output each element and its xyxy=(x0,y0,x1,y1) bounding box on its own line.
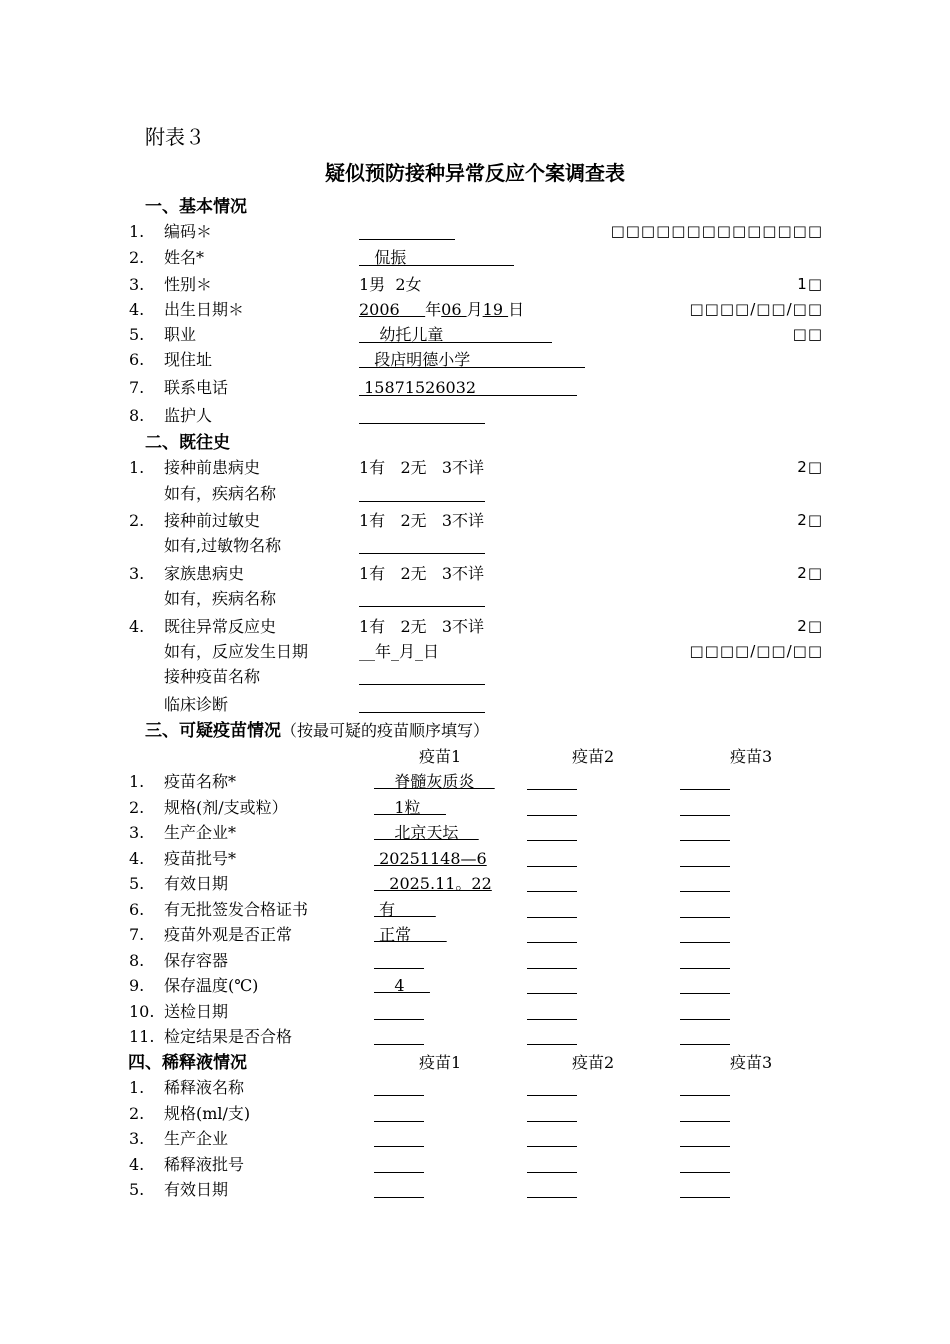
vaccine-2-blank[interactable] xyxy=(527,942,577,943)
fill-in-underline[interactable] xyxy=(359,712,485,713)
row-number: 3. xyxy=(129,564,145,583)
vaccine-2-blank[interactable] xyxy=(527,789,577,790)
row-number: 6. xyxy=(129,900,145,919)
row-number: 4. xyxy=(129,300,145,319)
vaccine-1-blank[interactable] xyxy=(374,968,424,969)
row-number: 8. xyxy=(129,406,145,425)
diluent-2-blank[interactable] xyxy=(527,1172,577,1173)
vaccine-1-value[interactable]: 脊髓灰质炎 xyxy=(374,772,495,791)
diluent-3-blank[interactable] xyxy=(680,1172,730,1173)
field-label: 疫苗批号* xyxy=(164,849,237,868)
field-value[interactable]: __年_月_日 xyxy=(359,642,440,661)
field-value[interactable]: 1有 2无 3不详 xyxy=(359,564,485,583)
section-heading-history: 二、既往史 xyxy=(145,433,230,453)
field-label: 生产企业* xyxy=(164,823,237,842)
row-number: 9. xyxy=(129,976,145,995)
field-value[interactable]: 1有 2无 3不详 xyxy=(359,458,485,477)
diluent-3-blank[interactable] xyxy=(680,1146,730,1147)
row-number: 3. xyxy=(129,1129,145,1148)
field-label: 稀释液名称 xyxy=(164,1078,245,1097)
code-boxes: 2□ xyxy=(797,564,823,582)
section-heading-basic: 一、基本情况 xyxy=(145,197,247,217)
row-number: 6. xyxy=(129,350,145,369)
field-value[interactable]: 侃振 xyxy=(359,248,407,267)
section-heading-vaccine-text: 三、可疑疫苗情况 xyxy=(145,721,281,741)
diluent-2-blank[interactable] xyxy=(527,1121,577,1122)
field-label: 保存温度(℃) xyxy=(164,976,259,995)
year-unit: 年 xyxy=(425,300,442,319)
fill-in-underline xyxy=(359,265,514,266)
vaccine-2-blank[interactable] xyxy=(527,1044,577,1045)
vaccine-3-blank[interactable] xyxy=(680,840,730,841)
birth-date-value[interactable] xyxy=(359,302,524,318)
vaccine-2-blank[interactable] xyxy=(527,840,577,841)
fill-in-underline[interactable] xyxy=(359,553,485,554)
field-value[interactable]: 幼托儿童 xyxy=(359,325,444,344)
diluent-1-blank[interactable] xyxy=(374,1121,424,1122)
row-number: 4. xyxy=(129,617,145,636)
vaccine-col-header-1: 疫苗1 xyxy=(419,747,462,766)
fill-in-underline[interactable] xyxy=(359,606,485,607)
fill-in-underline[interactable] xyxy=(359,684,485,685)
diluent-col-header-1: 疫苗1 xyxy=(419,1053,462,1072)
row-number: 2. xyxy=(129,1104,145,1123)
diluent-1-blank[interactable] xyxy=(374,1197,424,1198)
field-label: 如有,过敏物名称 xyxy=(164,536,282,555)
row-number: 2. xyxy=(129,798,145,817)
code-boxes: 2□ xyxy=(797,617,823,635)
row-number: 11. xyxy=(129,1027,155,1046)
vaccine-1-value[interactable]: 4 xyxy=(374,976,430,995)
field-label: 职业 xyxy=(164,325,197,344)
vaccine-2-blank[interactable] xyxy=(527,917,577,918)
birth-month: 06 xyxy=(441,300,462,319)
vaccine-3-blank[interactable] xyxy=(680,789,730,790)
field-label: 姓名* xyxy=(164,248,205,267)
diluent-1-blank[interactable] xyxy=(374,1146,424,1147)
code-boxes: □□□□□□□□□□□□□□ xyxy=(610,222,823,240)
year-pad xyxy=(400,300,425,319)
vaccine-1-blank[interactable] xyxy=(374,1019,424,1020)
vaccine-3-blank[interactable] xyxy=(680,917,730,918)
field-label: 既往异常反应史 xyxy=(164,617,277,636)
field-label: 有无批签发合格证书 xyxy=(164,900,309,919)
field-label: 如有，疾病名称 xyxy=(164,484,277,503)
field-label: 送检日期 xyxy=(164,1002,229,1021)
vaccine-3-blank[interactable] xyxy=(680,968,730,969)
field-label: 规格(剂/支或粒） xyxy=(164,798,288,817)
field-label: 疫苗外观是否正常 xyxy=(164,925,293,944)
field-label: 生产企业 xyxy=(164,1129,229,1148)
document-title: 疑似预防接种异常反应个案调查表 xyxy=(325,161,625,185)
field-label: 有效日期 xyxy=(164,874,229,893)
code-boxes: □□□□/□□/□□ xyxy=(689,642,823,660)
vaccine-2-blank[interactable] xyxy=(527,993,577,994)
fill-in-underline xyxy=(359,239,455,240)
appendix-label: 附表３ xyxy=(145,125,205,149)
vaccine-2-blank[interactable] xyxy=(527,1019,577,1020)
field-label: 出生日期＊ xyxy=(164,300,245,319)
field-value[interactable]: 1男 2女 xyxy=(359,275,422,294)
diluent-col-header-3: 疫苗3 xyxy=(730,1053,773,1072)
vaccine-1-value[interactable]: 20251148—6 xyxy=(374,849,487,868)
row-number: 3. xyxy=(129,823,145,842)
field-label: 现住址 xyxy=(164,350,213,369)
field-value[interactable]: 1有 2无 3不详 xyxy=(359,617,485,636)
vaccine-3-blank[interactable] xyxy=(680,942,730,943)
diluent-3-blank[interactable] xyxy=(680,1121,730,1122)
vaccine-2-blank[interactable] xyxy=(527,968,577,969)
diluent-3-blank[interactable] xyxy=(680,1095,730,1096)
diluent-2-blank[interactable] xyxy=(527,1095,577,1096)
vaccine-1-value[interactable]: 1粒 xyxy=(374,798,446,817)
vaccine-1-blank[interactable] xyxy=(374,1044,424,1045)
vaccine-3-blank[interactable] xyxy=(680,1019,730,1020)
section-heading-vaccine xyxy=(145,723,489,740)
row-number: 2. xyxy=(129,511,145,530)
field-label: 稀释液批号 xyxy=(164,1155,245,1174)
row-number: 8. xyxy=(129,951,145,970)
vaccine-1-value[interactable]: 2025.11。22 xyxy=(374,874,492,893)
row-number: 1. xyxy=(129,222,145,241)
vaccine-col-header-3: 疫苗3 xyxy=(730,747,773,766)
vaccine-1-value[interactable]: 正常 xyxy=(374,925,447,944)
field-value[interactable]: 段店明德小学 xyxy=(359,350,471,369)
diluent-1-blank[interactable] xyxy=(374,1095,424,1096)
fill-in-underline xyxy=(359,423,485,424)
field-label: 接种前患病史 xyxy=(164,458,261,477)
vaccine-3-blank[interactable] xyxy=(680,1044,730,1045)
fill-in-underline xyxy=(359,342,552,343)
vaccine-2-blank[interactable] xyxy=(527,866,577,867)
row-number: 5. xyxy=(129,874,145,893)
row-number: 1. xyxy=(129,1078,145,1097)
row-number: 4. xyxy=(129,849,145,868)
diluent-3-blank[interactable] xyxy=(680,1197,730,1198)
fill-in-underline[interactable] xyxy=(359,501,485,502)
field-label: 保存容器 xyxy=(164,951,229,970)
row-number: 2. xyxy=(129,248,145,267)
field-label: 联系电话 xyxy=(164,378,229,397)
diluent-1-blank[interactable] xyxy=(374,1172,424,1173)
field-label: 接种前过敏史 xyxy=(164,511,261,530)
vaccine-1-value[interactable]: 北京天坛 xyxy=(374,823,479,842)
fill-in-underline xyxy=(359,395,577,396)
field-label: 接种疫苗名称 xyxy=(164,667,261,686)
row-number: 7. xyxy=(129,378,145,397)
field-label: 检定结果是否合格 xyxy=(164,1027,293,1046)
section-heading-diluent: 四、稀释液情况 xyxy=(128,1053,247,1073)
row-number: 5. xyxy=(129,325,145,344)
vaccine-3-blank[interactable] xyxy=(680,891,730,892)
row-number: 4. xyxy=(129,1155,145,1174)
row-number: 5. xyxy=(129,1180,145,1199)
field-value[interactable]: 15871526032 xyxy=(359,378,477,397)
diluent-2-blank[interactable] xyxy=(527,1197,577,1198)
code-boxes: 2□ xyxy=(797,458,823,476)
code-boxes: 1□ xyxy=(797,275,823,293)
field-label: 监护人 xyxy=(164,406,213,425)
vaccine-2-blank[interactable] xyxy=(527,815,577,816)
code-boxes: 2□ xyxy=(797,511,823,529)
field-label: 疫苗名称* xyxy=(164,772,237,791)
birth-day: 19 xyxy=(482,300,503,319)
code-boxes: □□□□/□□/□□ xyxy=(689,300,823,318)
row-number: 1. xyxy=(129,772,145,791)
row-number: 7. xyxy=(129,925,145,944)
section-heading-vaccine-note: （按最可疑的疫苗顺序填写） xyxy=(281,721,490,740)
day-unit: 日 xyxy=(508,300,525,319)
vaccine-3-blank[interactable] xyxy=(680,993,730,994)
field-label: 如有，反应发生日期 xyxy=(164,642,309,661)
field-label: 性别＊ xyxy=(164,275,213,294)
field-label: 家族患病史 xyxy=(164,564,245,583)
field-label: 编码＊ xyxy=(164,222,213,241)
row-number: 1. xyxy=(129,458,145,477)
field-label: 如有，疾病名称 xyxy=(164,589,277,608)
field-label: 有效日期 xyxy=(164,1180,229,1199)
row-number: 3. xyxy=(129,275,145,294)
vaccine-col-header-2: 疫苗2 xyxy=(572,747,615,766)
vaccine-1-value[interactable]: 有 xyxy=(374,900,436,919)
code-boxes: □□ xyxy=(792,325,823,343)
field-label: 临床诊断 xyxy=(164,695,229,714)
diluent-2-blank[interactable] xyxy=(527,1146,577,1147)
diluent-col-header-2: 疫苗2 xyxy=(572,1053,615,1072)
vaccine-2-blank[interactable] xyxy=(527,891,577,892)
field-value[interactable]: 1有 2无 3不详 xyxy=(359,511,485,530)
fill-in-underline xyxy=(359,367,585,368)
row-number: 10. xyxy=(129,1002,155,1021)
field-label: 规格(ml/支) xyxy=(164,1104,251,1123)
vaccine-3-blank[interactable] xyxy=(680,866,730,867)
month-unit: 月 xyxy=(466,300,483,319)
vaccine-3-blank[interactable] xyxy=(680,815,730,816)
birth-year: 2006 xyxy=(359,300,400,319)
